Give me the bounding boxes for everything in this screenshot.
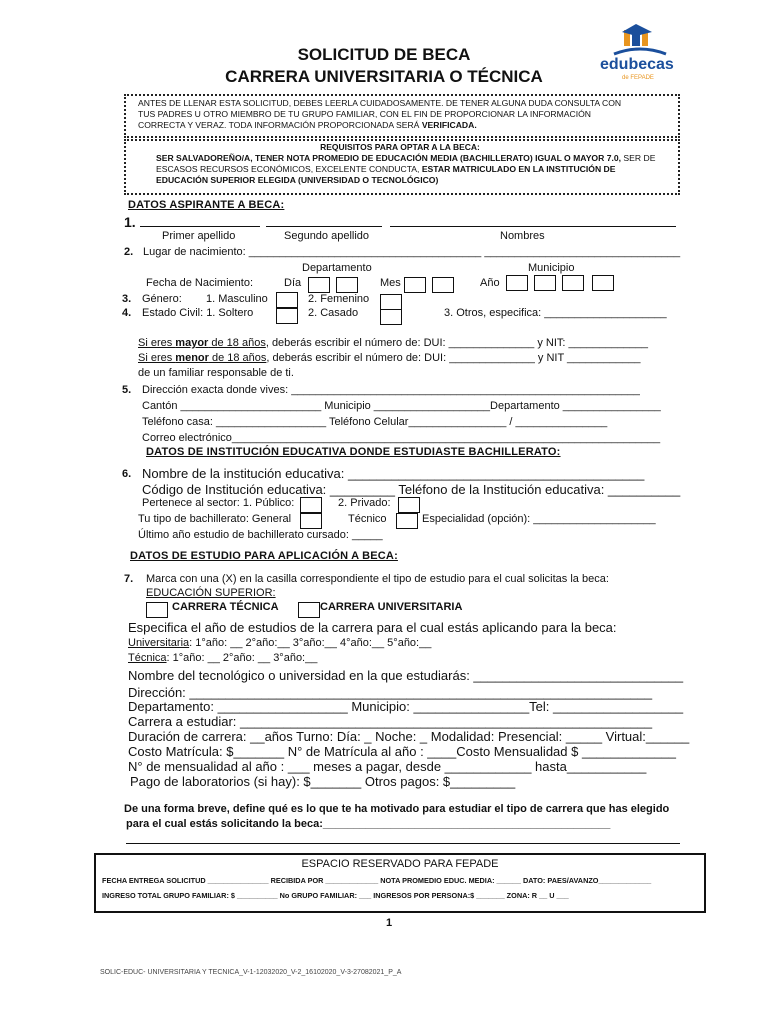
anio-box-2[interactable] xyxy=(534,275,556,291)
label-tecnico: Técnico xyxy=(348,513,387,525)
masculino-checkbox[interactable] xyxy=(276,292,298,308)
casado-checkbox[interactable] xyxy=(380,309,402,325)
primer-apellido-line[interactable] xyxy=(140,226,260,227)
study-departamento[interactable]: Departamento: __________________ Municipio: ________________Tel: __________________ xyxy=(128,699,684,714)
anio-box-3[interactable] xyxy=(562,275,584,291)
mayor-a: Si eres xyxy=(138,337,176,349)
label-carrera-tecnica: CARRERA TÉCNICA xyxy=(172,601,279,613)
req-l2-text: ESCASOS RECURSOS ECONÓMICOS, EXCELENTE CONDUCTA, xyxy=(156,164,422,174)
especifica-anio: Especifica el año de estudios de la carrera para el cual estás aplicando para la beca: xyxy=(128,620,617,635)
direccion-exacta[interactable]: Dirección exacta donde vives: _________________________________________________________ xyxy=(142,384,640,396)
universitaria-label: Universitaria xyxy=(128,637,190,649)
duracion-carrera[interactable]: Duración de carrera: __años Turno: Día: _ Noche: _ Modalidad: Presencial: _____ Virtual:______ xyxy=(128,729,690,744)
section-applicant: DATOS ASPIRANTE A BECA: xyxy=(128,199,285,211)
universitaria-years[interactable] xyxy=(128,637,431,649)
label-privado: 2. Privado: xyxy=(338,497,391,509)
educacion-superior: EDUCACIÓN SUPERIOR: xyxy=(146,587,276,599)
label-segundo-apellido: Segundo apellido xyxy=(284,230,370,242)
anio-box-4[interactable] xyxy=(592,275,614,291)
mayor-b: mayor xyxy=(175,337,209,349)
label-estado-civil: Estado Civil: 1. Soltero xyxy=(142,307,254,319)
universitaria-rest: : 1°año: __ 2°año:__ 3°año:__ 4°año:__ 5°año:__ xyxy=(189,637,432,649)
menor-edad-line[interactable] xyxy=(138,352,640,364)
motivo-question: De una forma breve, define qué es lo que te ha motivado para estudiar el tipo de carrera que has elegido xyxy=(124,803,670,815)
soltero-checkbox[interactable] xyxy=(276,308,298,324)
segundo-apellido-line[interactable] xyxy=(266,226,382,227)
label-carrera-universitaria: CARRERA UNIVERSITARIA xyxy=(320,601,463,613)
label-municipio: Municipio xyxy=(528,262,575,274)
femenino-checkbox[interactable] xyxy=(380,294,402,310)
label-masculino: 1. Masculino xyxy=(206,293,268,305)
label-primer-apellido: Primer apellido xyxy=(162,230,236,242)
item-number-7: 7. xyxy=(124,573,134,585)
nombres-line[interactable] xyxy=(390,226,676,227)
label-dia: Día xyxy=(284,277,302,289)
mayor-c: de 18 años xyxy=(208,337,266,349)
nombre-tecnologico[interactable]: Nombre del tecnológico o universidad en la que estudiarás: _____________________________ xyxy=(128,668,684,683)
reserved-row2[interactable]: INGRESO TOTAL GRUPO FAMILIAR: $ __________ No GRUPO FAMILIAR: ___ INGRESOS POR PERSONA:$ _______ ZONA: R __ U ___ xyxy=(102,891,569,900)
item-number-1: 1. xyxy=(124,214,136,230)
logo-subtext: de FEPADE xyxy=(622,75,654,81)
marca-instruccion: Marca con una (X) en la casilla correspondiente el tipo de estudio para el cual solicitas la beca: xyxy=(146,573,609,585)
page-title-line1: SOLICITUD DE BECA xyxy=(297,45,471,64)
mensualidad-line[interactable]: N° de mensualidad al año : ___ meses a pagar, desde ____________ hasta___________ xyxy=(128,759,647,774)
dia-box-2[interactable] xyxy=(336,277,358,293)
edubecas-logo xyxy=(600,24,680,84)
publico-checkbox[interactable] xyxy=(300,497,322,513)
study-direccion[interactable]: Dirección: ________________________________________________________________ xyxy=(128,685,653,700)
mes-box-1[interactable] xyxy=(404,277,426,293)
motivo-extra-line[interactable] xyxy=(126,843,680,844)
requirements-line3: EDUCACIÓN SUPERIOR ELEGIDA (UNIVERSIDAD O TECNOLÓGICO) xyxy=(156,175,439,185)
graduate-icon xyxy=(600,24,680,60)
label-nombres: Nombres xyxy=(500,230,545,242)
telefono-line[interactable]: Teléfono casa: __________________ Teléfono Celular________________ / _______________ xyxy=(142,416,608,428)
menor-d: , deberás escribir el número de: DUI: ______________ y NIT ____________ xyxy=(266,352,641,364)
lugar-nacimiento[interactable]: Lugar de nacimiento: ______________________________________ ________________________________ xyxy=(143,246,681,258)
correo-line[interactable]: Correo electrónico______________________________________________________________________ xyxy=(142,432,661,444)
requirements-line2 xyxy=(156,164,615,175)
notice-line1: ANTES DE LLENAR ESTA SOLICITUD, DEBES LEERLA CUIDADOSAMENTE. DE TENER ALGUNA DUDA CONSULTA CON xyxy=(138,98,622,108)
notice-verified: VERIFICADA. xyxy=(421,120,477,130)
label-femenino: 2. Femenino xyxy=(308,293,370,305)
logo-text: edubecas xyxy=(600,56,674,73)
ultimo-anio[interactable]: Último año estudio de bachillerato cursado: _____ xyxy=(138,529,383,541)
carrera-tecnica-checkbox[interactable] xyxy=(146,602,168,618)
tecnica-rest: : 1°año: __ 2°año: __ 3°año:__ xyxy=(166,652,318,664)
requirements-heading: REQUISITOS PARA OPTAR A LA BECA: xyxy=(320,142,480,152)
nombre-institucion[interactable]: Nombre de la institución educativa: _________________________________________ xyxy=(142,466,645,481)
page-number: 1 xyxy=(386,917,393,929)
familiar-responsable: de un familiar responsable de ti. xyxy=(138,367,294,379)
notice-line2: TUS PADRES U OTRO MIEMBRO DE TU GRUPO FAMILIAR, CON EL FIN DE PROPORCIONAR LA INFORMACIÓN xyxy=(138,109,591,119)
notice-line3-text: CORRECTA Y VERAZ. TODA INFORMACIÓN PROPORCIONADA SERÁ xyxy=(138,120,422,130)
motivo-answer-line[interactable]: para el cual estás solicitando la beca:_______________________________________________ xyxy=(126,818,611,830)
label-tipo-bachillerato: Tu tipo de bachillerato: General xyxy=(138,513,292,525)
dia-box-1[interactable] xyxy=(308,277,330,293)
item-number-4: 4. xyxy=(122,307,132,319)
label-mes: Mes xyxy=(380,277,401,289)
canton-line[interactable]: Cantón _______________________ Municipio ___________________Departamento ________________ xyxy=(142,400,661,412)
item-number-5: 5. xyxy=(122,384,132,396)
label-sector: Pertenece al sector: 1. Público: xyxy=(142,497,295,509)
page-title-line2: CARRERA UNIVERSITARIA O TÉCNICA xyxy=(225,67,543,86)
item-number-2: 2. xyxy=(124,246,134,258)
mayor-d: , deberás escribir el número de: DUI: ______________ y NIT: _____________ xyxy=(265,337,649,349)
requirements-line1 xyxy=(156,153,655,164)
label-anio: Año xyxy=(480,277,500,289)
menor-b: menor xyxy=(175,352,209,364)
tecnico-checkbox[interactable] xyxy=(396,513,418,529)
menor-c: de 18 años xyxy=(208,352,267,364)
req-l1-rest: SER DE xyxy=(621,153,656,163)
anio-box-1[interactable] xyxy=(506,275,528,291)
label-genero: Género: xyxy=(142,293,182,305)
req-l1-bold: SER SALVADOREÑO/A, TENER NOTA PROMEDIO DE EDUCACIÓN MEDIA (BACHILLERATO) IGUAL O MAYOR 7.0, xyxy=(156,153,622,163)
label-fecha-nacimiento: Fecha de Nacimiento: xyxy=(146,277,253,289)
section-institution: DATOS DE INSTITUCIÓN EDUCATIVA DONDE ESTUDIASTE BACHILLERATO: xyxy=(146,446,561,458)
carrera-universitaria-checkbox[interactable] xyxy=(298,602,320,618)
pago-laboratorios[interactable]: Pago de laboratorios (si hay): $_______ Otros pagos: $_________ xyxy=(130,774,516,789)
notice-line3 xyxy=(138,120,477,131)
reserved-row1[interactable]: FECHA ENTREGA SOLICITUD _______________ RECIBIDA POR _____________ NOTA PROMEDIO EDUC. MEDIA: ______ DATO: PAES/AVANZO_____________ xyxy=(102,876,652,885)
codigo-institucion[interactable]: Código de Institución educativa: _________ Teléfono de la Institución educativa: __________ xyxy=(142,482,681,497)
tecnica-label: Técnica xyxy=(128,652,167,664)
menor-a: Si eres xyxy=(138,352,176,364)
item-number-6: 6. xyxy=(122,468,132,480)
label-casado: 2. Casado xyxy=(308,307,359,319)
costo-matricula[interactable]: Costo Matrícula: $_______ N° de Matrícula al año : ____Costo Mensualidad $ _____________ xyxy=(128,744,676,759)
item-number-3: 3. xyxy=(122,293,132,305)
mes-box-2[interactable] xyxy=(432,277,454,293)
mayor-edad-line[interactable] xyxy=(138,337,648,349)
label-departamento: Departamento xyxy=(302,262,372,274)
req-l2-bold: ESTAR MATRICULADO EN LA INSTITUCIÓN DE xyxy=(421,164,616,174)
footer-code: SOLIC-EDUC- UNIVERSITARIA Y TECNICA_V-1-12032020_V-2_16102020_V-3-27082021_P_A xyxy=(100,969,402,976)
otros-especifica[interactable]: 3. Otros, especifica: ____________________ xyxy=(444,307,667,319)
section-study: DATOS DE ESTUDIO PARA APLICACIÓN A BECA: xyxy=(130,550,398,562)
tecnica-years[interactable] xyxy=(128,652,317,664)
especialidad-field[interactable]: Especialidad (opción): ____________________ xyxy=(422,513,656,525)
general-checkbox[interactable] xyxy=(300,513,322,529)
carrera-estudiar[interactable]: Carrera a estudiar: _________________________________________________________ xyxy=(128,714,653,729)
reserved-title: ESPACIO RESERVADO PARA FEPADE xyxy=(301,858,499,870)
privado-checkbox[interactable] xyxy=(398,497,420,513)
